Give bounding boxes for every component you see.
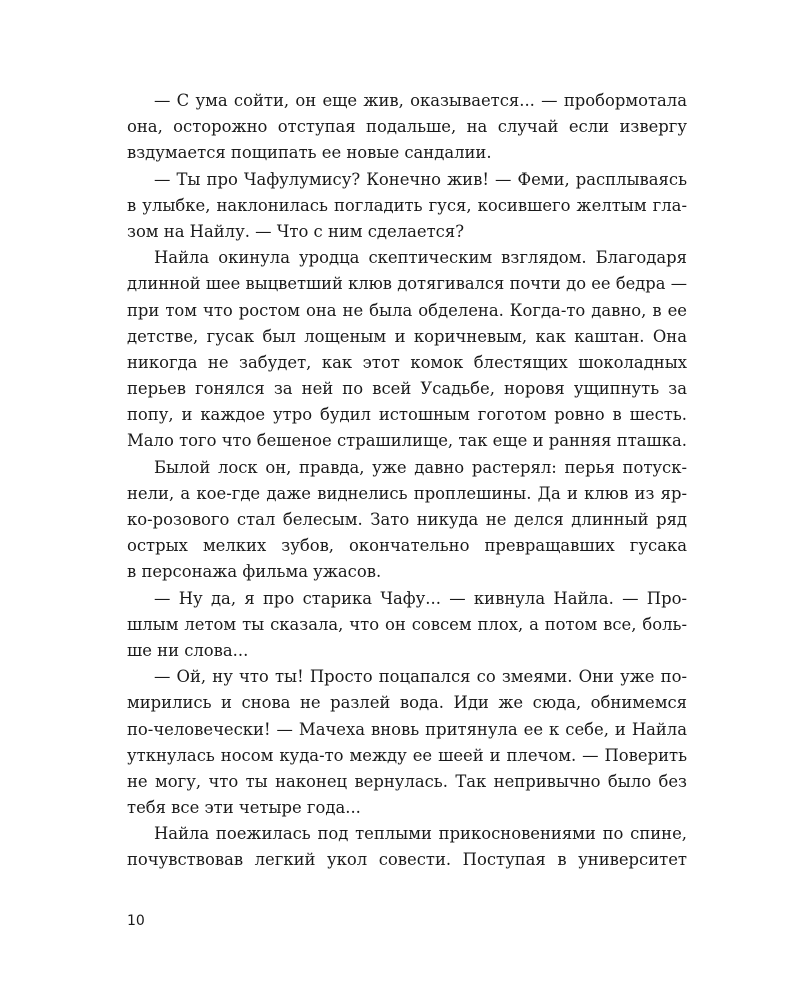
text-line: в персонажа фильма ужасов.: [127, 562, 382, 582]
text-line: уткнулась носом куда-то между ее шеей и плечом. — Поверить: [127, 745, 687, 765]
text-line: почувствовав легкий укол совести. Поступая в университет: [127, 850, 687, 870]
text-line: при том что ростом она не была обделена. Когда-то давно, в ее: [127, 300, 687, 320]
text-line: никогда не забудет, как этот комок блестящих шоколадных: [127, 352, 687, 372]
text-line: перьев гонялся за ней по всей Усадьбе, норовя ущипнуть за: [127, 379, 687, 399]
text-line: детстве, гусак был лощеным и коричневым, как каштан. Она: [127, 326, 687, 346]
body-text: [127, 88, 687, 874]
text-line: — Ну да, я про старика Чафу... — кивнула Найла. — Про-: [154, 588, 687, 608]
text-line: острых мелких зубов, окончательно превращавших гусака: [127, 536, 687, 556]
text-line: длинной шее выцветший клюв дотягивался почти до ее бедра —: [127, 274, 687, 294]
text-line: вздумается пощипать ее новые сандалии.: [127, 143, 492, 163]
text-line: Найла окинула уродца скептическим взглядом. Благодаря: [154, 248, 687, 268]
page-number: 10: [127, 913, 145, 929]
text-line: в улыбке, наклонилась погладить гуся, косившего желтым гла-: [127, 195, 687, 215]
text-line: — С ума сойти, он еще жив, оказывается... — пробормотала: [154, 91, 687, 110]
text-line: тебя все эти четыре года...: [127, 798, 361, 818]
text-line: Найла поежилась под теплыми прикосновениями по спине,: [154, 824, 687, 844]
text-line: — Ты про Чафулумису? Конечно жив! — Феми, расплываясь: [154, 169, 687, 189]
text-line: по-человечески! — Мачеха вновь притянула ее к себе, и Найла: [127, 719, 687, 739]
text-line: Былой лоск он, правда, уже давно растерял: перья потуск-: [154, 457, 687, 477]
text-line: она, осторожно отступая подальше, на случай если извергу: [127, 117, 687, 137]
text-line: ше ни слова...: [127, 640, 249, 660]
text-line: попу, и каждое утро будил истошным гоготом ровно в шесть.: [127, 405, 687, 425]
text-line: ко-розового стал белесым. Зато никуда не делся длинный ряд: [127, 510, 687, 529]
text-line: мирились и снова не разлей вода. Иди же сюда, обнимемся: [127, 693, 687, 713]
text-line: зом на Найлу. — Что с ним сделается?: [127, 221, 464, 241]
text-line: не могу, что ты наконец вернулась. Так непривычно было без: [127, 771, 687, 791]
text-line: Мало того что бешеное страшилище, так еще и ранняя пташка.: [127, 431, 687, 451]
text-line: шлым летом ты сказала, что он совсем плох, а потом все, боль-: [127, 614, 687, 634]
text-line: нели, а кое-где даже виднелись проплешины. Да и клюв из яр-: [127, 483, 687, 503]
text-line: — Ой, ну что ты! Просто поцапался со змеями. Они уже по-: [154, 667, 687, 687]
